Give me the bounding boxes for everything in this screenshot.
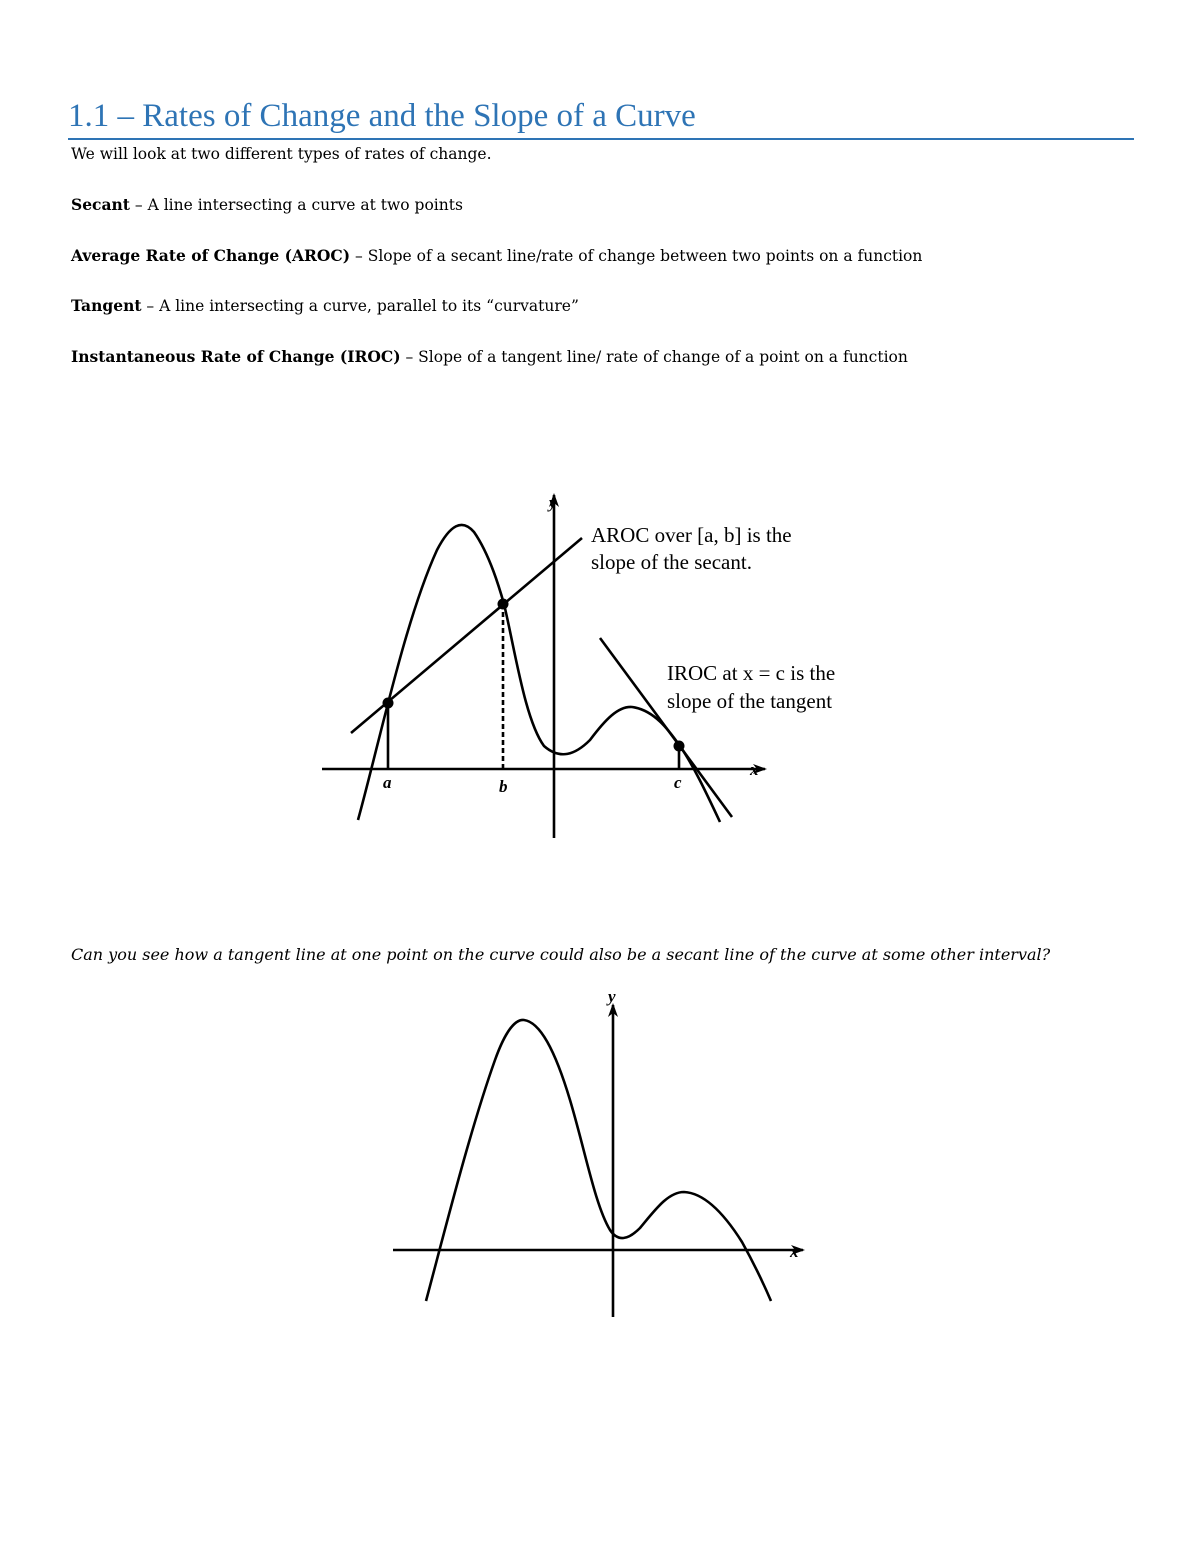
definition-term: Secant	[71, 195, 130, 214]
question-text: Can you see how a tangent line at one point on the curve could also be a secant line of the curve at some other interval?	[71, 945, 1051, 964]
point-label-c: c	[674, 773, 682, 792]
definition-term: Tangent	[71, 296, 142, 315]
point-label-b: b	[499, 777, 508, 796]
page-title: 1.1 – Rates of Change and the Slope of a Curve	[68, 96, 1134, 140]
aroc-caption-line2: slope of the secant.	[591, 550, 752, 574]
figure2-group	[393, 1005, 803, 1317]
y-axis-label: y	[608, 987, 616, 1006]
iroc-caption-line1: IROC at x = c is the	[667, 661, 836, 685]
definition-separator: –	[129, 196, 148, 214]
definition-term: Average Rate of Change (AROC)	[71, 246, 351, 265]
definition-separator: –	[350, 247, 368, 265]
x-axis-label: x	[750, 760, 759, 779]
definition-text: Slope of a tangent line/ rate of change of a point on a function	[418, 348, 908, 366]
definition-text: A line intersecting a curve at two points	[147, 196, 463, 214]
definition-separator: –	[400, 348, 419, 366]
point-label-a: a	[383, 773, 392, 792]
aroc-caption-line1: AROC over [a, b] is the	[591, 523, 792, 547]
definition-separator: –	[141, 297, 160, 315]
x-axis-label: x	[790, 1242, 799, 1261]
iroc-caption-line2: slope of the tangent	[667, 689, 833, 713]
definition-text: A line intersecting a curve, parallel to its “curvature”	[159, 297, 579, 315]
definition-text: Slope of a secant line/rate of change between two points on a function	[367, 247, 923, 265]
intro-text: We will look at two different types of rates of change.	[71, 145, 492, 163]
function-curve	[426, 1020, 771, 1301]
definition-term: Instantaneous Rate of Change (IROC)	[71, 347, 401, 366]
y-axis-label: y	[549, 493, 557, 512]
